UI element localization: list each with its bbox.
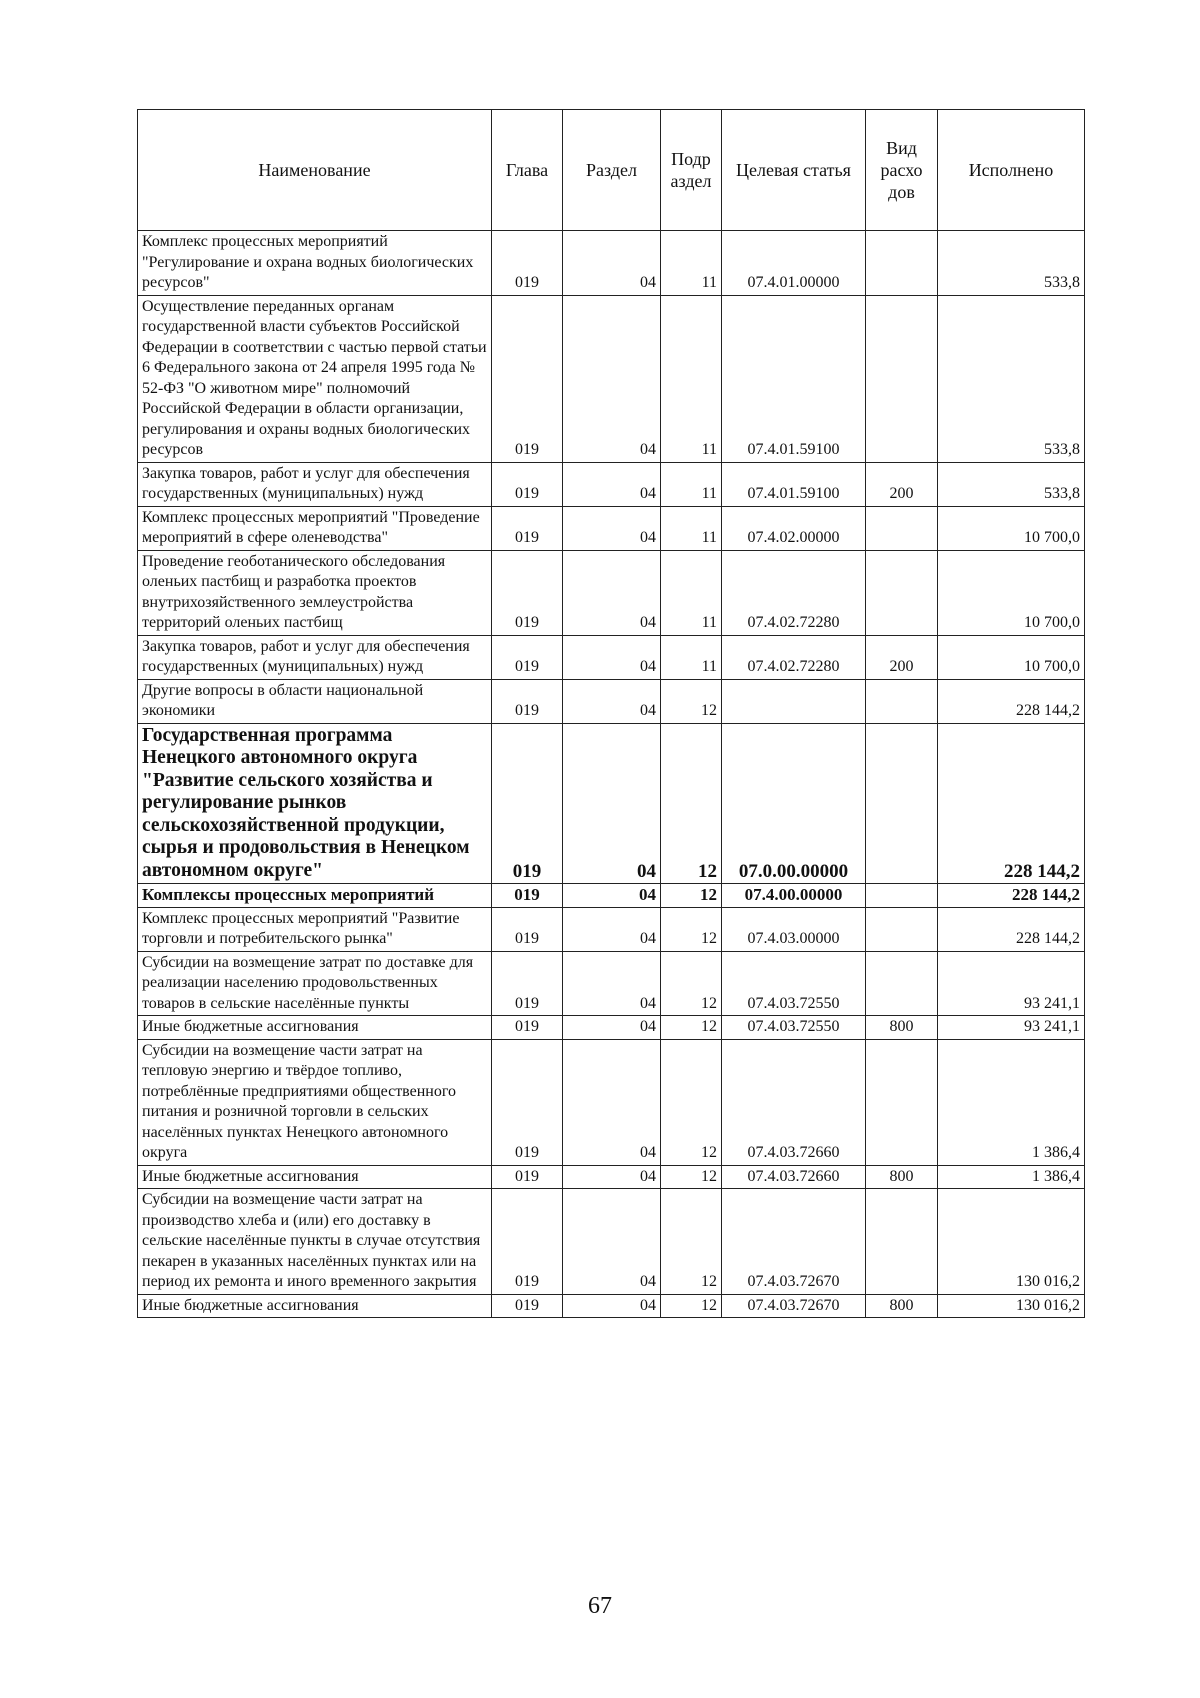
- row-subsection: 11: [661, 506, 722, 550]
- row-name: Субсидии на возмещение затрат по доставке для реализации населению продовольственных товаров в сельские населённые пункты: [138, 951, 492, 1016]
- table-row: [138, 679, 1085, 723]
- row-chapter: 019: [492, 1189, 563, 1295]
- row-target: 07.4.00.00000: [722, 884, 866, 908]
- table-row: [138, 506, 1085, 550]
- row-amount: 228 144,2: [938, 723, 1085, 884]
- row-name: Государственная программа Ненецкого автономного округа "Развитие сельского хозяйства и регулирование рынков сельскохозяйственной продукции, сырья и продовольствия в Ненецком автономном округе": [138, 723, 492, 884]
- row-expense-type: [866, 884, 938, 908]
- header-subsection: Подр аздел: [661, 110, 722, 231]
- header-name: Наименование: [138, 110, 492, 231]
- row-chapter: 019: [492, 1294, 563, 1318]
- page-number: 67: [588, 1593, 612, 1619]
- row-subsection: 12: [661, 723, 722, 884]
- row-chapter: 019: [492, 1016, 563, 1040]
- row-section: 04: [563, 231, 661, 296]
- row-subsection: 11: [661, 635, 722, 679]
- row-name: Субсидии на возмещение части затрат на тепловую энергию и твёрдое топливо, потреблённые предприятиями общественного питания и розничной торговли в сельских населённых пунктах Ненецкого автономного округа: [138, 1039, 492, 1165]
- table-row: [138, 231, 1085, 296]
- table-row: [138, 1189, 1085, 1295]
- row-chapter: 019: [492, 635, 563, 679]
- row-name: Закупка товаров, работ и услуг для обеспечения государственных (муниципальных) нужд: [138, 462, 492, 506]
- row-chapter: 019: [492, 907, 563, 951]
- row-target: 07.4.03.72660: [722, 1165, 866, 1189]
- table-header-row: [138, 110, 1085, 231]
- row-section: 04: [563, 550, 661, 635]
- row-amount: 228 144,2: [938, 679, 1085, 723]
- header-chapter: Глава: [492, 110, 563, 231]
- row-chapter: 019: [492, 884, 563, 908]
- row-expense-type: 200: [866, 462, 938, 506]
- row-expense-type: [866, 723, 938, 884]
- row-subsection: 12: [661, 679, 722, 723]
- row-subsection: 11: [661, 231, 722, 296]
- row-amount: 93 241,1: [938, 1016, 1085, 1040]
- row-chapter: 019: [492, 462, 563, 506]
- table-row: [138, 1294, 1085, 1318]
- row-subsection: 12: [661, 1039, 722, 1165]
- row-section: 04: [563, 506, 661, 550]
- row-subsection: 12: [661, 1294, 722, 1318]
- row-amount: 1 386,4: [938, 1165, 1085, 1189]
- row-amount: 228 144,2: [938, 884, 1085, 908]
- row-section: 04: [563, 295, 661, 462]
- table-row: [138, 550, 1085, 635]
- row-name: Иные бюджетные ассигнования: [138, 1294, 492, 1318]
- row-target: 07.4.01.59100: [722, 462, 866, 506]
- row-section: 04: [563, 1189, 661, 1295]
- row-name: Комплекс процессных мероприятий "Развитие торговли и потребительского рынка": [138, 907, 492, 951]
- row-name: Проведение геоботанического обследования оленьих пастбищ и разработка проектов внутрихозяйственного землеустройства территорий оленьих пастбищ: [138, 550, 492, 635]
- row-expense-type: 800: [866, 1294, 938, 1318]
- row-subsection: 12: [661, 1189, 722, 1295]
- row-name: Субсидии на возмещение части затрат на производство хлеба и (или) его доставку в сельские населённые пункты в случае отсутствия пекарен в указанных населённых пунктах или на период их ремонта и иного временного закрытия: [138, 1189, 492, 1295]
- row-subsection: 12: [661, 951, 722, 1016]
- row-subsection: 12: [661, 1016, 722, 1040]
- row-section: 04: [563, 884, 661, 908]
- row-target: 07.4.03.72670: [722, 1294, 866, 1318]
- row-subsection: 12: [661, 884, 722, 908]
- row-target: 07.4.01.00000: [722, 231, 866, 296]
- row-amount: 533,8: [938, 295, 1085, 462]
- row-amount: 533,8: [938, 231, 1085, 296]
- row-section: 04: [563, 462, 661, 506]
- budget-table: [137, 109, 1085, 1318]
- table-row: [138, 1039, 1085, 1165]
- row-amount: 533,8: [938, 462, 1085, 506]
- row-expense-type: 200: [866, 635, 938, 679]
- row-amount: 130 016,2: [938, 1189, 1085, 1295]
- header-expense-type: Вид расхо дов: [866, 110, 938, 231]
- row-expense-type: 800: [866, 1016, 938, 1040]
- row-chapter: 019: [492, 679, 563, 723]
- row-name: Другие вопросы в области национальной экономики: [138, 679, 492, 723]
- row-amount: 10 700,0: [938, 506, 1085, 550]
- row-target: 07.4.03.72550: [722, 1016, 866, 1040]
- row-name: Комплексы процессных мероприятий: [138, 884, 492, 908]
- row-target: 07.4.01.59100: [722, 295, 866, 462]
- row-expense-type: [866, 506, 938, 550]
- row-expense-type: [866, 679, 938, 723]
- row-amount: 93 241,1: [938, 951, 1085, 1016]
- row-amount: 1 386,4: [938, 1039, 1085, 1165]
- row-chapter: 019: [492, 550, 563, 635]
- row-chapter: 019: [492, 1165, 563, 1189]
- row-subsection: 11: [661, 462, 722, 506]
- row-name: Комплекс процессных мероприятий "Проведение мероприятий в сфере оленеводства": [138, 506, 492, 550]
- row-name: Закупка товаров, работ и услуг для обеспечения государственных (муниципальных) нужд: [138, 635, 492, 679]
- row-target: 07.4.02.72280: [722, 635, 866, 679]
- row-section: 04: [563, 723, 661, 884]
- row-name: Иные бюджетные ассигнования: [138, 1016, 492, 1040]
- row-chapter: 019: [492, 506, 563, 550]
- row-target: 07.0.00.00000: [722, 723, 866, 884]
- header-amount: Исполнено: [938, 110, 1085, 231]
- row-expense-type: 800: [866, 1165, 938, 1189]
- table-row: [138, 295, 1085, 462]
- row-subsection: 12: [661, 907, 722, 951]
- row-chapter: 019: [492, 231, 563, 296]
- row-section: 04: [563, 951, 661, 1016]
- row-subsection: 11: [661, 550, 722, 635]
- row-expense-type: [866, 907, 938, 951]
- row-section: 04: [563, 1039, 661, 1165]
- row-amount: 130 016,2: [938, 1294, 1085, 1318]
- row-expense-type: [866, 295, 938, 462]
- row-name: Иные бюджетные ассигнования: [138, 1165, 492, 1189]
- row-target: 07.4.03.72550: [722, 951, 866, 1016]
- row-expense-type: [866, 231, 938, 296]
- row-section: 04: [563, 1016, 661, 1040]
- row-section: 04: [563, 1294, 661, 1318]
- row-target: 07.4.03.00000: [722, 907, 866, 951]
- row-expense-type: [866, 951, 938, 1016]
- row-target: [722, 679, 866, 723]
- row-target: 07.4.02.72280: [722, 550, 866, 635]
- row-amount: 10 700,0: [938, 635, 1085, 679]
- row-expense-type: [866, 1039, 938, 1165]
- table-row-subprogram: [138, 884, 1085, 908]
- row-chapter: 019: [492, 295, 563, 462]
- table-row-program: [138, 723, 1085, 884]
- row-target: 07.4.03.72660: [722, 1039, 866, 1165]
- row-expense-type: [866, 1189, 938, 1295]
- row-section: 04: [563, 679, 661, 723]
- row-section: 04: [563, 635, 661, 679]
- table-row: [138, 1165, 1085, 1189]
- header-section: Раздел: [563, 110, 661, 231]
- header-target: Целевая статья: [722, 110, 866, 231]
- table-row: [138, 1016, 1085, 1040]
- row-name: Осуществление переданных органам государственной власти субъектов Российской Федерации в соответствии с частью первой статьи 6 Федерального закона от 24 апреля 1995 года № 52-ФЗ "О животном мире" полномочий Российской Федерации в области организации, регулирования и охраны водных биологических ресурсов: [138, 295, 492, 462]
- row-target: 07.4.03.72670: [722, 1189, 866, 1295]
- row-chapter: 019: [492, 1039, 563, 1165]
- row-section: 04: [563, 1165, 661, 1189]
- row-target: 07.4.02.00000: [722, 506, 866, 550]
- row-chapter: 019: [492, 723, 563, 884]
- table-row: [138, 951, 1085, 1016]
- row-expense-type: [866, 550, 938, 635]
- row-chapter: 019: [492, 951, 563, 1016]
- table-row: [138, 907, 1085, 951]
- row-name: Комплекс процессных мероприятий "Регулирование и охрана водных биологических ресурсов": [138, 231, 492, 296]
- row-amount: 10 700,0: [938, 550, 1085, 635]
- row-subsection: 12: [661, 1165, 722, 1189]
- row-subsection: 11: [661, 295, 722, 462]
- row-amount: 228 144,2: [938, 907, 1085, 951]
- row-section: 04: [563, 907, 661, 951]
- table-row: [138, 462, 1085, 506]
- table-row: [138, 635, 1085, 679]
